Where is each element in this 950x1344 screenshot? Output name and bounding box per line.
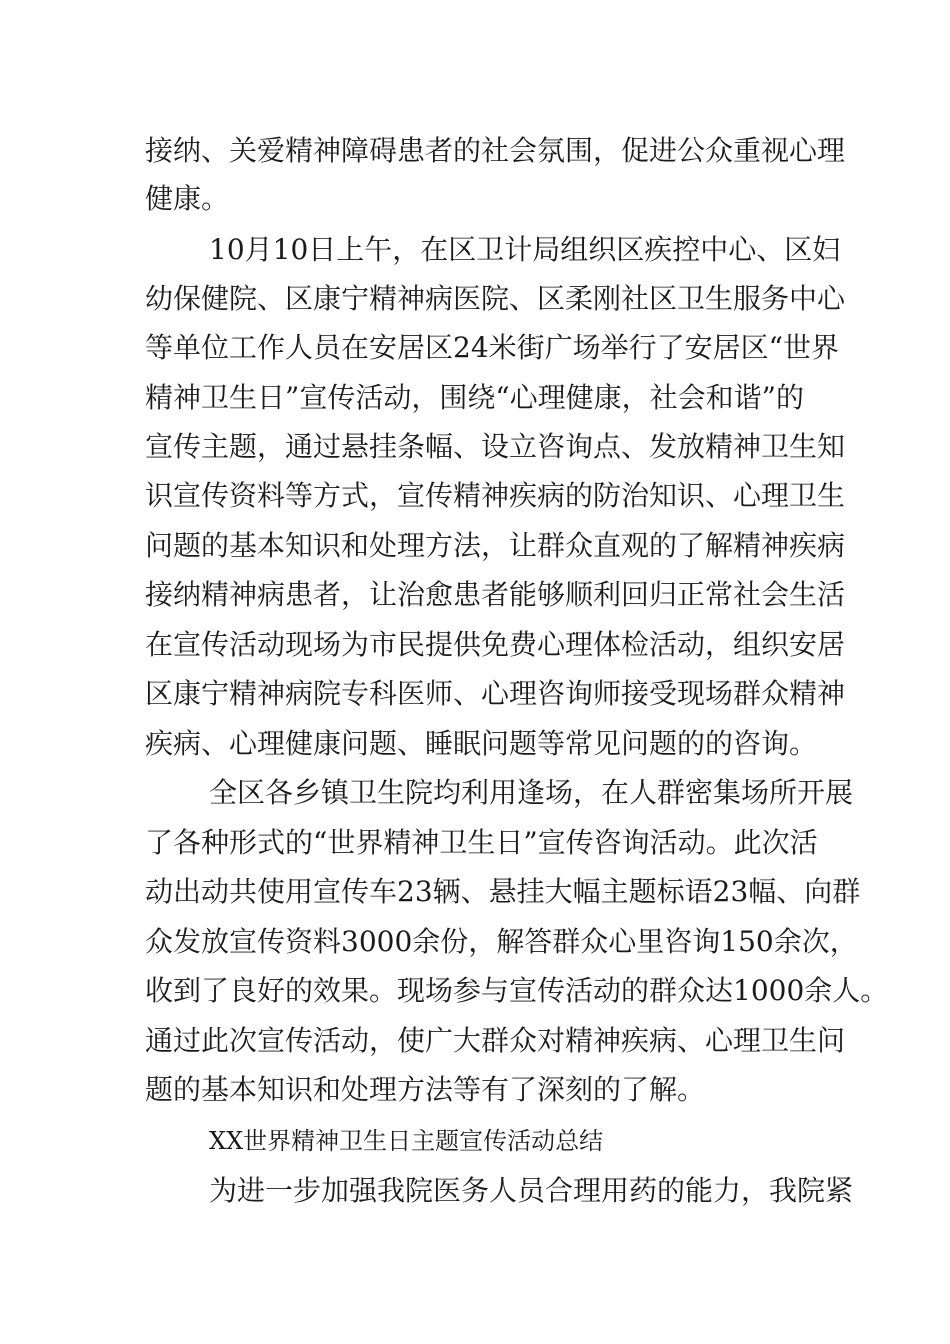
- text-line: 在宣传活动现场为市民提供免费心理体检活动，组织安居: [145, 628, 846, 661]
- text-line: 宣传主题，通过悬挂条幅、设立咨询点、发放精神卫生知: [145, 430, 846, 463]
- text-line: 等单位工作人员在安居区24米街广场举行了安居区“世界: [145, 331, 839, 364]
- text-line: 通过此次宣传活动，使广大群众对精神疾病、心理卫生问: [145, 1024, 846, 1057]
- text-line: 动出动共使用宣传车23辆、悬挂大幅主题标语23幅、向群: [145, 875, 861, 908]
- text-line: 幼保健院、区康宁精神病医院、区柔刚社区卫生服务中心: [145, 282, 846, 315]
- text-line: 10月10日上午，在区卫计局组织区疾控中心、区妇: [209, 233, 841, 266]
- text-line: 收到了良好的效果。现场参与宣传活动的群众达1000余人。: [145, 974, 889, 1007]
- text-line: 接纳精神病患者，让治愈患者能够顺利回归正常社会生活: [145, 578, 846, 611]
- text-line: 疾病、心理健康问题、睡眠问题等常见问题的的咨询。: [145, 727, 818, 760]
- text-line: 众发放宣传资料3000余份，解答群众心里咨询150余次，: [145, 925, 858, 958]
- text-line: 全区各乡镇卫生院均利用逢场，在人群密集场所开展: [209, 776, 854, 809]
- text-line: 为进一步加强我院医务人员合理用药的能力，我院紧: [209, 1174, 854, 1207]
- text-line: 识宣传资料等方式，宣传精神疾病的防治知识、心理卫生: [145, 479, 846, 512]
- text-line: 题的基本知识和处理方法等有了深刻的了解。: [145, 1073, 706, 1106]
- text-line: 区康宁精神病院专科医师、心理咨询师接受现场群众精神: [145, 677, 846, 710]
- text-line: 精神卫生日”宣传活动，围绕“心理健康，社会和谐”的: [145, 381, 804, 414]
- section-heading: XX世界精神卫生日主题宣传活动总结: [209, 1127, 604, 1155]
- text-line: 问题的基本知识和处理方法，让群众直观的了解精神疾病: [145, 529, 846, 562]
- text-line: 健康。: [145, 182, 230, 215]
- text-line: 接纳、关爱精神障碍患者的社会氛围，促进公众重视心理: [145, 134, 846, 167]
- text-line: 了各种形式的“世界精神卫生日”宣传咨询活动。此次活: [145, 826, 818, 859]
